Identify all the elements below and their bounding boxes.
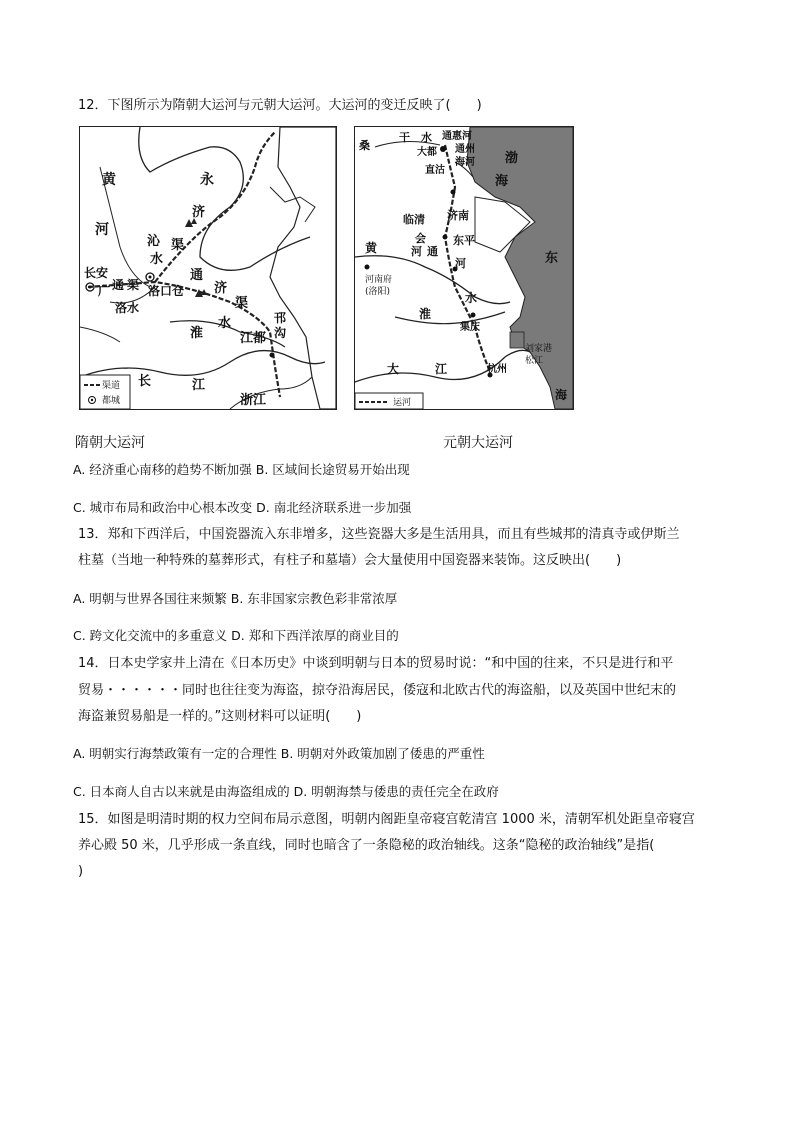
map-label-yong: 永: [200, 172, 214, 188]
map-label-tonghuihe: 通惠河: [442, 131, 472, 142]
map-label-liujiagang: 刘家港: [525, 344, 553, 354]
map-label-bo: 渤: [505, 151, 519, 166]
map-label-dongping: 东平: [453, 234, 475, 247]
q13-stem-line2: 柱墓（当地一种特殊的墓葬形式，有柱子和墓墙）会大量使用中国瓷器来装饰。这反映出( ): [78, 553, 622, 568]
map-label-hai: 海: [495, 174, 509, 189]
sui-canal-map-graphic: [80, 127, 336, 409]
yuan-canal-map: [354, 126, 574, 410]
map-label-tong1: 通: [112, 278, 125, 292]
map-label-tong-r: 通: [427, 245, 438, 258]
map-label-hui: 会: [415, 232, 426, 245]
legend-canal-yuan-label: 运河: [393, 398, 412, 408]
map-label-qin: 沁: [147, 234, 161, 249]
map-label-changan: 长安: [84, 266, 109, 280]
map-label-luokoucang: 洛口仓: [148, 284, 185, 298]
map-label-jinan: 济南: [447, 209, 469, 222]
map-label-dong: 东: [545, 251, 559, 266]
map-label-hangzhou: 杭州: [487, 364, 507, 375]
q14-options-cd: C. 日本商人自古以来就是由海盗组成的 D. 明朝海禁与倭患的责任完全在政府: [73, 784, 499, 799]
map-label-chang: 长: [138, 374, 152, 389]
map-label-qu2: 渠: [127, 278, 140, 292]
map-label-shui2-r: 水: [465, 291, 478, 305]
sui-map-caption: 隋朝大运河: [75, 435, 145, 451]
map-label-songjiang: 松江: [525, 356, 544, 366]
q14-stem-line1: 14．日本史学家井上清在《日本历史》中谈到明朝与日本的贸易时说：“和中国的往来，不只是进行和平: [78, 656, 674, 671]
q15-stem-line1: 15．如图是明清时期的权力空间布局示意图，明朝内阁距皇帝寝宫乾清宫 1000 米，清朝军机处距皇帝寝宫: [78, 812, 695, 827]
q14-stem-line2: 贸易・・・・・・同时也往往变为海盗，掠夺沿海居民，倭寇和北欧古代的海盗船，以及英国中世纪末的: [78, 683, 677, 698]
map-label-sang: 桑: [359, 139, 370, 152]
map-label-huai-r: 淮: [419, 307, 432, 321]
map-label-jiang-r: 江: [435, 362, 448, 376]
map-label-han: 邗: [274, 311, 287, 325]
map-label-huang: 黄: [102, 172, 116, 188]
map-label-he2-r: 河: [455, 257, 466, 270]
map-label-ji2: 济: [214, 281, 228, 296]
map-label-guang: 广: [98, 284, 111, 298]
map-label-haihe: 海河: [455, 157, 475, 168]
yuan-canal-map-graphic: [355, 127, 573, 409]
map-label-he-r: 河: [411, 245, 422, 258]
legend-canal-label: 渠道: [102, 381, 121, 391]
map-label-gan: 干: [399, 131, 410, 144]
map-label-shui: 水: [150, 252, 164, 267]
map-label-linqing: 临清: [403, 213, 425, 226]
q13-options-ab: A. 明朝与世界各国往来频繁 B. 东非国家宗教色彩非常浓厚: [73, 591, 398, 606]
map-label-hai2: 海: [555, 388, 568, 402]
q12-options-cd: C. 城市布局和政治中心根本改变 D. 南北经济联系进一步加强: [73, 500, 412, 515]
q14-stem-line3: 海盗兼贸易船是一样的。”这则材料可以证明( ): [78, 709, 362, 724]
map-label-luoshui: 洛水: [115, 301, 140, 315]
map-label-jiangdu: 江都: [240, 331, 267, 346]
map-label-jiqing: 集庆: [460, 322, 480, 333]
map-label-huai: 淮: [190, 326, 204, 341]
map-label-tongzhou: 通州: [455, 144, 475, 155]
map-label-henanfu: 河南府: [365, 275, 393, 285]
map-label-zhigu: 直沽: [425, 165, 445, 176]
map-label-ji1: 济: [192, 205, 206, 220]
q14-options-ab: A. 明朝实行海禁政策有一定的合理性 B. 明朝对外政策加剧了倭患的严重性: [73, 746, 485, 761]
map-label-qu3: 渠: [235, 296, 249, 311]
map-label-shui-r: 水: [421, 131, 432, 144]
q12-options-ab: A. 经济重心南移的趋势不断加强 B. 区域间长途贸易开始出现: [73, 462, 410, 477]
map-label-tong2: 通: [190, 268, 204, 283]
q12-stem: 12．下图所示为隋朝大运河与元朝大运河。大运河的变迁反映了( ): [78, 98, 482, 113]
q13-stem-line1: 13．郑和下西洋后，中国瓷器流入东非增多，这些瓷器大多是生活用具，而且有些城邦的清真寺或伊斯兰: [78, 527, 680, 542]
map-label-jiang: 江: [192, 378, 206, 393]
map-label-he: 河: [95, 222, 109, 238]
q15-stem-line2: 养心殿 50 米，几乎形成一条直线，同时也暗含了一条隐秘的政治轴线。这条“隐秘的政治轴线”是指(: [78, 838, 655, 853]
map-label-dadu: 大都: [417, 147, 437, 158]
map-label-da: 大: [387, 362, 400, 376]
sui-canal-map: [79, 126, 337, 410]
map-label-shui2: 水: [218, 316, 232, 331]
map-label-qu1: 渠: [171, 238, 185, 253]
legend-capital-label: 都城: [102, 396, 121, 406]
q13-options-cd: C. 跨文化交流中的多重意义 D. 郑和下西洋浓厚的商业目的: [73, 628, 399, 643]
map-label-zhejiang: 浙江: [240, 393, 267, 408]
q15-stem-line3: ): [78, 864, 84, 879]
map-label-luoyang: (洛阳): [365, 287, 391, 297]
map-label-huang-r: 黄: [365, 241, 378, 255]
map-label-gou: 沟: [274, 326, 287, 340]
yuan-map-caption: 元朝大运河: [443, 435, 513, 451]
